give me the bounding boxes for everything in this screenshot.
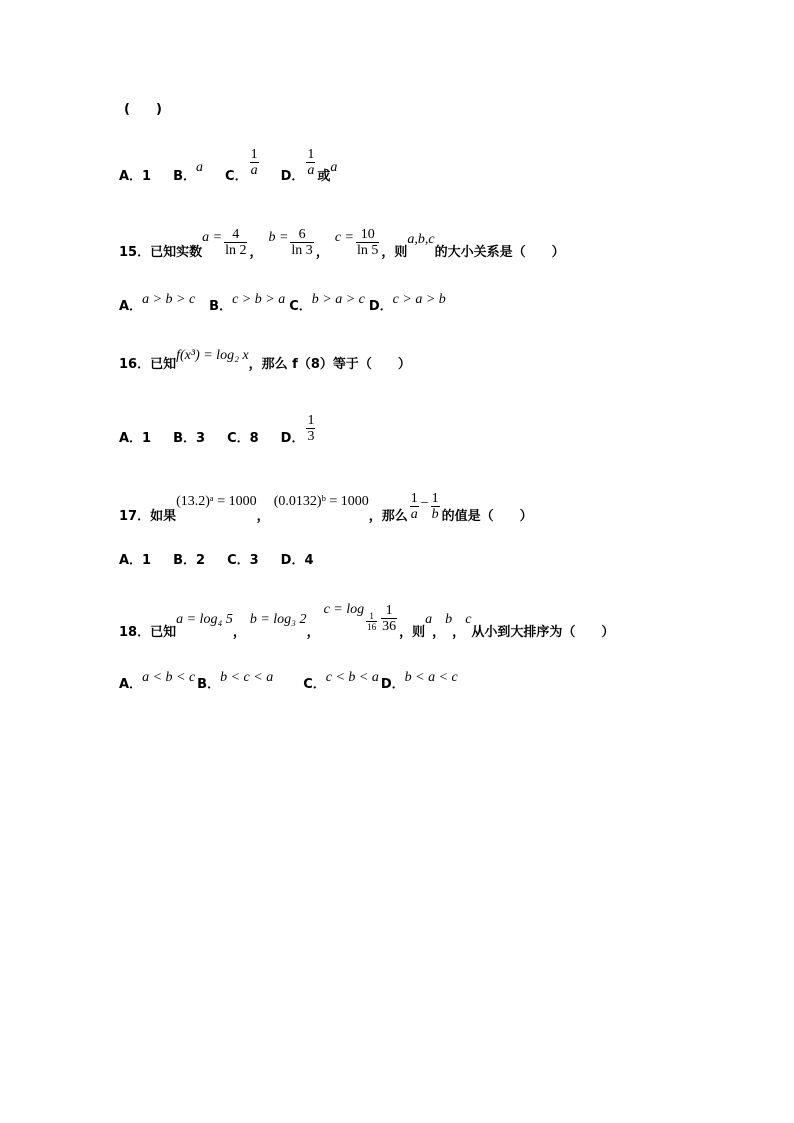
option-d-or: 或 — [317, 169, 331, 184]
expr-b-lhs: b = — [268, 230, 289, 245]
option-a: A．1 — [119, 169, 152, 184]
question-number: 15． — [119, 245, 151, 260]
expr-c-lhs: c = — [334, 230, 354, 245]
fraction-numerator: 4 — [232, 227, 240, 242]
question-text: 的值是（ ） — [441, 509, 533, 524]
option-c: C．8 — [227, 431, 259, 446]
option-c-label: C． — [289, 299, 312, 314]
fraction-numerator: 1 — [307, 413, 315, 428]
expr-c-lhs: c = log — [323, 602, 365, 617]
question-number: 17． — [119, 509, 151, 524]
question-text: ，那么 f（8）等于（ ） — [248, 357, 411, 372]
option-c-expr: c < b < a — [325, 670, 379, 685]
option-b-label: B． — [209, 299, 233, 314]
option-b-expr: c > b > a — [232, 292, 286, 307]
fraction-numerator: 1 — [431, 491, 439, 506]
fraction-denominator: 36 — [382, 619, 397, 634]
fraction-numerator: 1 — [410, 491, 418, 506]
question-text: ，则 — [381, 245, 408, 260]
q17-options — [119, 548, 314, 568]
separator: ， — [432, 625, 446, 640]
option-d-fraction — [306, 413, 315, 444]
question-text: 如果 — [150, 509, 177, 524]
fraction-denominator: ln 3 — [291, 243, 313, 258]
question-number: 18． — [119, 625, 151, 640]
paren-text: ( ) — [124, 102, 162, 117]
q16-options — [119, 404, 317, 446]
expr-c-fraction — [356, 227, 379, 258]
fraction-1-over-a — [410, 491, 419, 522]
fraction-denominator: a — [307, 163, 315, 178]
option-c-expr: b > a > c — [311, 292, 365, 307]
fraction-denominator: 3 — [307, 429, 315, 444]
fraction-denominator: 16 — [367, 622, 377, 632]
option-b-label: B． — [173, 169, 197, 184]
question-text: ，则 — [399, 625, 426, 640]
option-c-label: C． — [303, 677, 326, 692]
separator: ， — [315, 245, 329, 260]
option-c-label: C． — [225, 169, 248, 184]
q16-stem — [119, 348, 411, 372]
option-d: D．4 — [280, 553, 314, 568]
prev-question-paren — [124, 98, 162, 117]
var-c: c — [465, 612, 472, 627]
function-expr: f(x³) = log₂ x — [176, 348, 249, 363]
question-text: 已知 — [150, 357, 177, 372]
log-base-fraction — [366, 611, 377, 632]
fraction-numerator: 1 — [369, 611, 374, 621]
separator: ， — [249, 245, 263, 260]
fraction-denominator: a — [410, 507, 418, 522]
q17-stem — [119, 478, 533, 524]
var-a: a — [425, 612, 433, 627]
option-a: A．1 — [119, 553, 152, 568]
expr-a-fraction — [224, 227, 247, 258]
expr-13-2: (13.2)ᵃ = 1000 — [176, 494, 257, 509]
question-number: 16． — [119, 357, 151, 372]
fraction-denominator: a — [250, 163, 258, 178]
fraction-numerator: 1 — [250, 147, 258, 162]
q18-options — [119, 668, 458, 692]
option-b: B．3 — [173, 431, 206, 446]
option-a-expr: a > b > c — [142, 292, 196, 307]
fraction-denominator: ln 5 — [357, 243, 379, 258]
option-d-label: D． — [280, 169, 305, 184]
log-arg-fraction — [381, 603, 397, 634]
option-d-expr: c > a > b — [392, 292, 446, 307]
q15-options — [119, 290, 446, 314]
option-d-label: D． — [280, 431, 305, 446]
option-a-label: A． — [119, 299, 143, 314]
question-text: 已知实数 — [150, 245, 203, 260]
expr-a-lhs: a = — [202, 230, 223, 245]
option-d-expr: b < a < c — [404, 670, 458, 685]
option-d-fraction — [306, 147, 315, 178]
option-d-var: a — [330, 160, 338, 175]
question-text: 从小到大排序为（ ） — [471, 625, 615, 640]
q14-options — [119, 148, 337, 184]
separator: ， — [306, 625, 320, 640]
option-c-fraction — [250, 147, 259, 178]
option-b-expr: b < c < a — [220, 670, 274, 685]
fraction-numerator: 1 — [307, 147, 315, 162]
option-b-label: B． — [197, 677, 221, 692]
fraction-1-over-b — [431, 491, 440, 522]
option-a: A．1 — [119, 431, 152, 446]
separator: ， — [452, 625, 466, 640]
minus-sign: − — [420, 496, 429, 511]
question-text: ，那么 — [368, 509, 408, 524]
fraction-denominator: ln 2 — [225, 243, 247, 258]
option-b-expr: a — [196, 160, 204, 175]
option-a-expr: a < b < c — [142, 670, 196, 685]
expr-b-fraction — [290, 227, 313, 258]
expr-b: b = log₃ 2 — [249, 612, 307, 627]
option-b: B．2 — [173, 553, 206, 568]
fraction-denominator: b — [431, 507, 439, 522]
option-d-label: D． — [368, 299, 393, 314]
q18-stem — [119, 592, 614, 640]
fraction-numerator: 10 — [360, 227, 375, 242]
vars-expr: a,b,c — [407, 232, 435, 247]
separator: ， — [256, 509, 270, 524]
option-a-label: A． — [119, 677, 143, 692]
expr-0-0132: (0.0132)ᵇ = 1000 — [273, 494, 369, 509]
fraction-numerator: 6 — [298, 227, 306, 242]
option-d-label: D． — [380, 677, 405, 692]
separator: ， — [232, 625, 246, 640]
option-c: C．3 — [227, 553, 259, 568]
expr-a: a = log₄ 5 — [176, 612, 233, 627]
fraction-numerator: 1 — [385, 603, 393, 618]
q15-stem — [119, 218, 565, 260]
question-text: 的大小关系是（ ） — [434, 245, 565, 260]
question-text: 已知 — [150, 625, 177, 640]
var-b: b — [445, 612, 453, 627]
